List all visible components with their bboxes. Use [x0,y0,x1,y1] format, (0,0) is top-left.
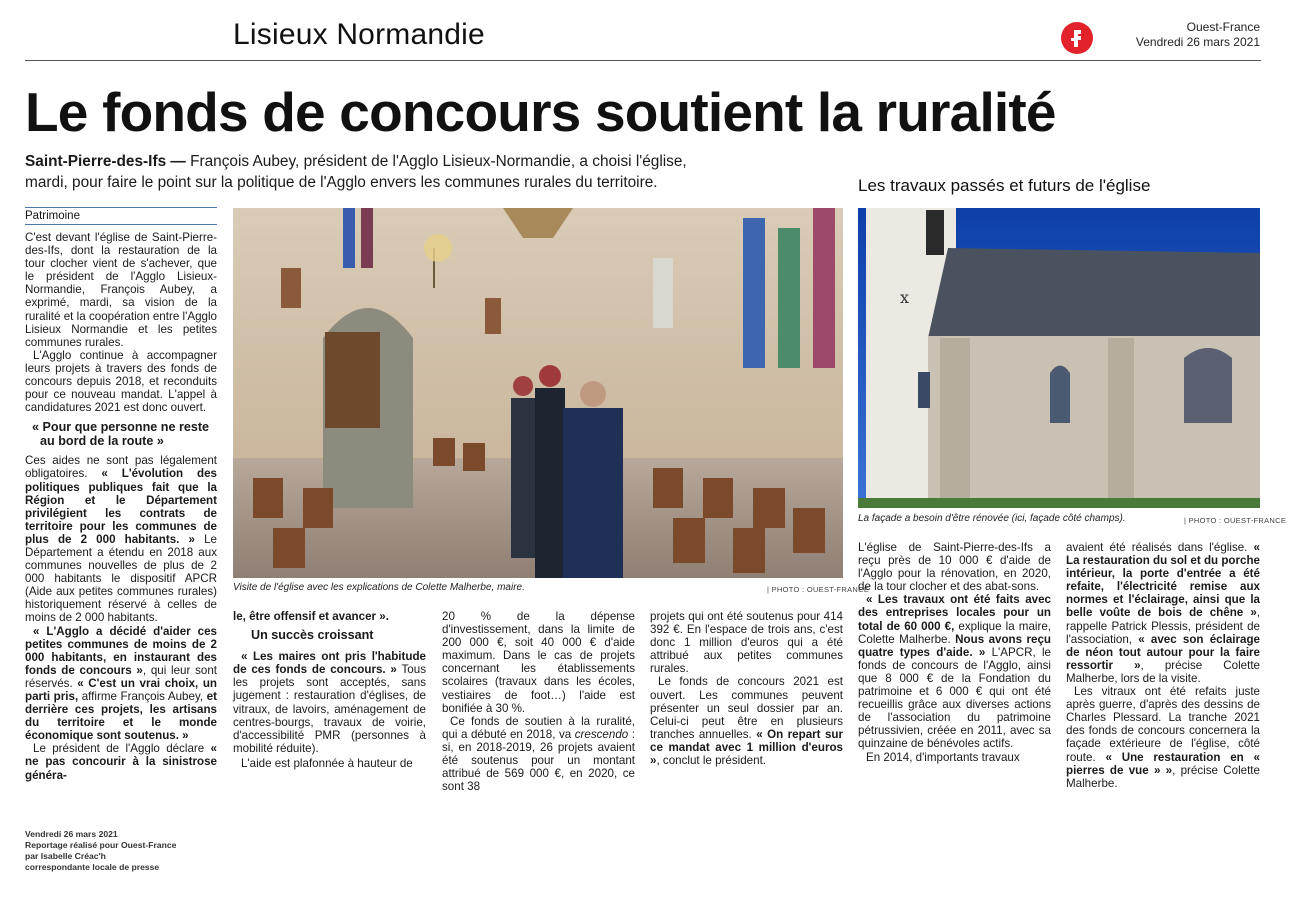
quote-text: « Les maires ont pris l'habitude de ces fonds de concours. » [233,650,426,677]
section-name: Lisieux Normandie [233,18,485,51]
photo-caption: Visite de l'église avec les explications de Colette Malherbe, maire. [233,582,525,593]
paragraph: L'église de Saint-Pierre-des-Ifs a reçu près de 10 000 € d'aide de l'Agglo pour la rénovation, en 2020, de la tour clocher et des abat-sons. [858,541,1051,594]
facade-scene-image [858,208,1260,508]
article-column-5 [858,541,1051,764]
text: L'APCR, le fonds de concours de l'Agglo, ainsi que 8 000 € de la Fondation du patrimoine et 6 000 € qui ont été recueillis grâce aux diverses actions de l'association du patrimoine pétrussivien, créée en 2011, avec sa quinzaine de bénévoles actifs. [858,645,1051,751]
headline: Le fonds de concours soutient la ruralité [25,81,1056,143]
quote-text: « avec son éclairage de néon tout autour pour la faire ressortir » [1066,632,1261,672]
interior-scene-image [233,208,843,578]
text: avaient été réalisés dans l'église. [1066,541,1254,554]
paragraph [650,675,843,767]
sidebar-title: Les travaux passés et futurs de l'église [858,176,1151,195]
article-column-1 [25,231,217,782]
lede [25,151,725,193]
photo-credit: | PHOTO : OUEST-FRANCE [1184,516,1287,525]
paragraph: L'Agglo continue à accompagner leurs projets à travers des fonds de concours depuis 2018, et reconduits pour ce nouveau mandat. L'appel à candidatures 2021 est donc ouvert. [25,348,217,415]
masthead [1136,20,1260,50]
footer-date: Vendredi 26 mars 2021 [25,829,118,839]
text: , précise Colette Malherbe, lors de la visite. [1066,658,1260,685]
quote-text: « ne pas concourir à la sinistrose généra- [25,742,217,782]
quote-text: et derrière ces projets, les artisans du territoire et le monde économique sont soutenus. » [25,690,217,743]
rubric-label: Patrimoine [25,207,217,225]
paragraph [858,593,1051,750]
paragraph [25,454,217,624]
ouest-france-logo-icon [1061,22,1093,54]
quote-text: « Les travaux ont été faits avec des entreprises locales pour un total de 60 000 €, [858,593,1051,633]
church-exterior-photo [858,208,1260,508]
article-column-4 [650,610,843,767]
lede-text: François Aubey, président de l'Agglo Lisieux-Normandie, a choisi l'église, mardi, pour faire le point sur la politique de l'Agglo envers les communes rurales du territoire. [25,153,687,191]
paragraph [442,715,635,794]
text: Tous les projets sont acceptés, sans jugement : restauration d'églises, de vitraux, de lavoirs, aménagement de centres-bourgs, travaux de voirie, d'accessibilité PMR (personnes à mobilité réduite). [233,663,426,755]
article-column-6 [1066,541,1260,790]
text: Ce fonds de soutien à la ruralité, qui a débuté en 2018, va [442,714,635,741]
quote-text: « L'évolution des politiques publiques fait que la Région et le Département privilégient les contrats de territoire pour les communes de plus de 2 000 habitants. » [25,467,217,546]
logo-glyph-icon [1061,22,1093,54]
newspaper-name: Ouest-France [1186,20,1260,34]
paragraph: le, être offensif et avancer ». [233,610,389,623]
footer-line: Reportage réalisé pour Ouest-France [25,840,177,850]
paragraph [233,650,426,755]
text: affirme François Aubey, [78,690,207,703]
quote-text: « La restauration du sol et du porche intérieur, la porte d'entrée a été refaite, l'électricité remise aux normes et l'éclairage, ainsi que la belle voûte de bois de chêne » [1066,541,1260,620]
quote-text: « Une restauration en « pierres de vue » » [1066,750,1260,777]
text: Les vitraux ont été refaits juste après guerre, d'après des dessins de Charles Plessard. La tranche 2021 des fonds de concours concernera la façade extérieure de l'église, côté route. [1066,685,1260,764]
text: explique la maire, Colette Malherbe. [858,619,1052,646]
paragraph: En 2014, d'importants travaux [866,750,1020,764]
paragraph: 20 % de la dépense d'investissement, dans la limite de 200 000 €, soit 40 000 € d'aide maximum. Dans le cas de projets concernant les établissements scolaires (travaux dans les écoles, vestiaires de foot…) l'aide est bonifiée à 30 %. [442,610,635,715]
footer-author: par Isabelle Créac'h [25,851,106,861]
svg-text:x: x [900,288,910,307]
photo-caption: La façade a besoin d'être rénovée (ici, façade côté champs). [858,513,1126,524]
quote-text: Nous avons reçu quatre types d'aide. » [858,632,1051,659]
lede-place: Saint-Pierre-des-Ifs — [25,153,186,170]
quote-text: « On repart sur ce mandat avec 1 million d'euros » [650,727,843,768]
text: , précise Colette Malherbe. [1066,763,1260,790]
paragraph: C'est devant l'église de Saint-Pierre-des-Ifs, dont la restauration de la tour clocher vient de s'achever, que le président de l'Agglo Lisieux-Normandie, François Aubey, a exprimé, mardi, sa vision de la ruralité et la coopération entre l'Agglo Lisieux Normandie et les petites communes rurales. [25,231,217,349]
italic-text: crescendo [574,727,629,741]
paragraph: L'aide est plafonnée à hauteur de [241,756,413,770]
text: : si, en 2018-2019, 26 projets avaient été soutenus pour un montant attribué de 569 000 €, en 2020, ce sont 38 [442,727,635,794]
reporter-credit [25,829,176,873]
text: Ces aides ne sont pas légalement obligatoires. [25,454,217,481]
text: Le Département a étendu en 2018 aux communes nouvelles de plus de 2 000 habitants le dispositif APCR (Aide aux petites communes rurales) historiquement réservé à celles de moins de 2 000 habitants. [25,532,217,625]
text: Le président de l'Agglo déclare [33,742,211,756]
paragraph [25,742,217,781]
text: , conclut le président. [656,754,767,768]
text: Le fonds de concours 2021 est ouvert. Les communes peuvent présenter un seul dossier par an. Celui-ci peut être en plusieurs tranches annuelles. [650,675,843,741]
article-column-3 [442,610,635,793]
quote-text: « C'est un vrai choix, un parti pris, [25,676,217,703]
footer-role: correspondante locale de presse [25,862,160,872]
photo-credit: | PHOTO : OUEST-FRANCE [767,585,870,594]
paragraph: projets qui ont été soutenus pour 414 392 €. En l'espace de trois ans, c'est donc 1 million d'euros qui a été attribué aux petites communes rurales. [650,610,843,676]
paragraph [1066,541,1260,685]
text: , rappelle Patrick Plessis, président de l'association, [1066,606,1260,646]
top-rule [25,60,1261,61]
article-column-2 [233,610,426,770]
paragraph [25,625,217,743]
subheading: Un succès croissant [251,628,374,643]
paragraph [1066,685,1260,790]
issue-date: Vendredi 26 mars 2021 [1135,35,1260,49]
quote-text: « L'Agglo a décidé d'aider ces petites communes de moins de 2 000 habitants, en instaurant des fonds de concours » [25,624,217,677]
text: , qui leur sont réservés. [25,663,217,690]
church-interior-photo [233,208,843,578]
pull-quote: « Pour que personne ne reste au bord de la route » [32,420,210,449]
